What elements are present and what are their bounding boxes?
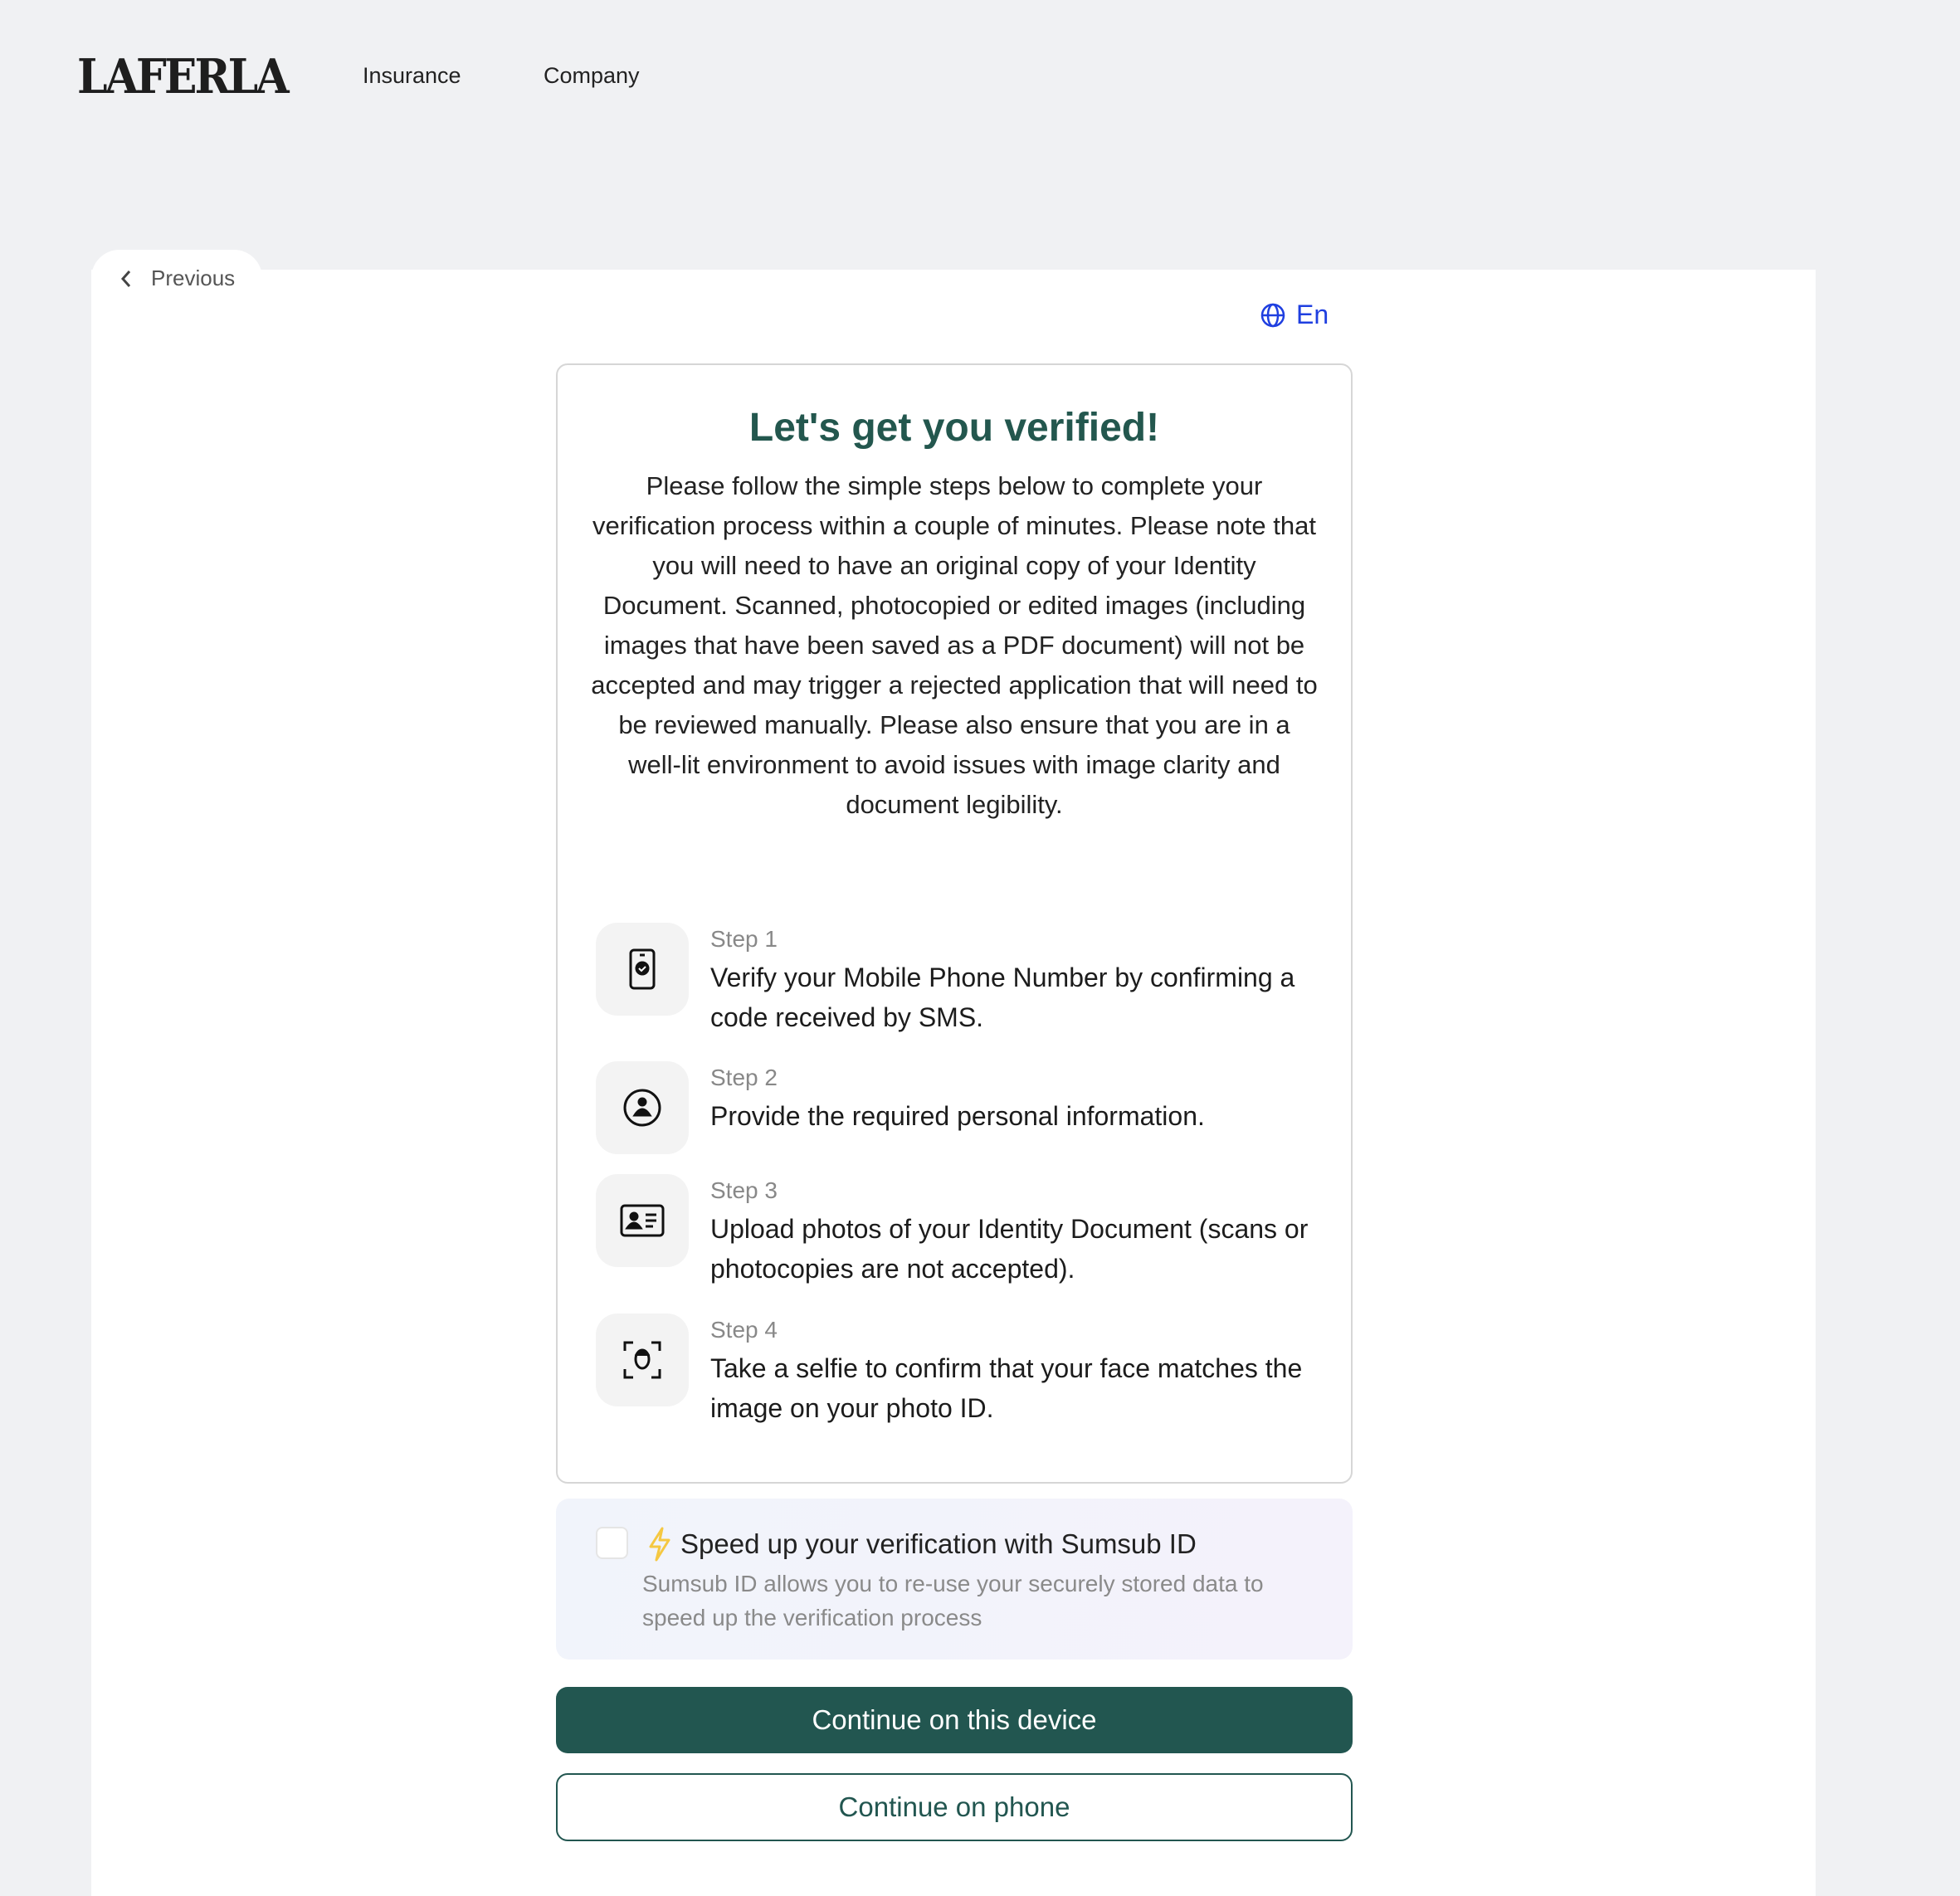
sumsub-title: Speed up your verification with Sumsub ID [680, 1528, 1197, 1559]
previous-button[interactable] [119, 266, 235, 291]
card-title: Let's get you verified! [748, 406, 1160, 450]
step-label: Step 4 [710, 1317, 778, 1343]
continue-on-phone-button[interactable]: Continue on phone [556, 1773, 1353, 1841]
step-label: Step 3 [710, 1177, 778, 1203]
sumsub-description: Sumsub ID allows you to re-use your securely stored data to speed up the verification process [642, 1571, 1264, 1630]
step-text: Upload photos of your Identity Document (scans or photocopies are not accepted). [710, 1214, 1309, 1284]
step-label: Step 1 [710, 926, 778, 952]
step-text: Take a selfie to confirm that your face matches the image on your photo ID. [710, 1353, 1303, 1423]
lightning-icon [647, 1527, 672, 1562]
globe-icon [1260, 302, 1286, 329]
step-4 [596, 1314, 1324, 1428]
step-1 [596, 923, 1324, 1037]
logo[interactable]: LAFERLA [77, 48, 287, 105]
chevron-left-icon [119, 269, 133, 289]
card-intro: Please follow the simple steps below to complete your verification process within a couple of minutes. Please note that you will need to have an original copy of your Identity Document. Scanned, photocopied or edited images (including images that have been saved as a PDF document) will not be accepted and may trigger a rejected application that will need to be reviewed manually. Please also ensure that you are in a well-lit environment to avoid issues with image clarity and document legibility. [591, 471, 1318, 819]
verification-card [556, 363, 1353, 1484]
step-text: Provide the required personal information. [710, 1101, 1205, 1131]
step-text: Verify your Mobile Phone Number by confirming a code received by SMS. [710, 963, 1295, 1032]
id-card-icon [596, 1174, 689, 1267]
sumsub-id-option [556, 1499, 1353, 1660]
language-label: En [1296, 300, 1329, 329]
language-selector[interactable] [1260, 300, 1329, 330]
nav-company[interactable]: Company [544, 63, 640, 88]
nav-insurance[interactable]: Insurance [363, 63, 461, 88]
previous-label: Previous [151, 266, 236, 290]
step-3 [596, 1174, 1324, 1289]
sumsub-checkbox[interactable] [596, 1527, 628, 1559]
user-circle-icon [596, 1061, 689, 1154]
continue-on-device-button[interactable]: Continue on this device [556, 1687, 1353, 1753]
face-scan-icon [596, 1314, 689, 1406]
step-label: Step 2 [710, 1065, 778, 1090]
step-2 [596, 1061, 1324, 1154]
phone-check-icon [596, 923, 689, 1016]
